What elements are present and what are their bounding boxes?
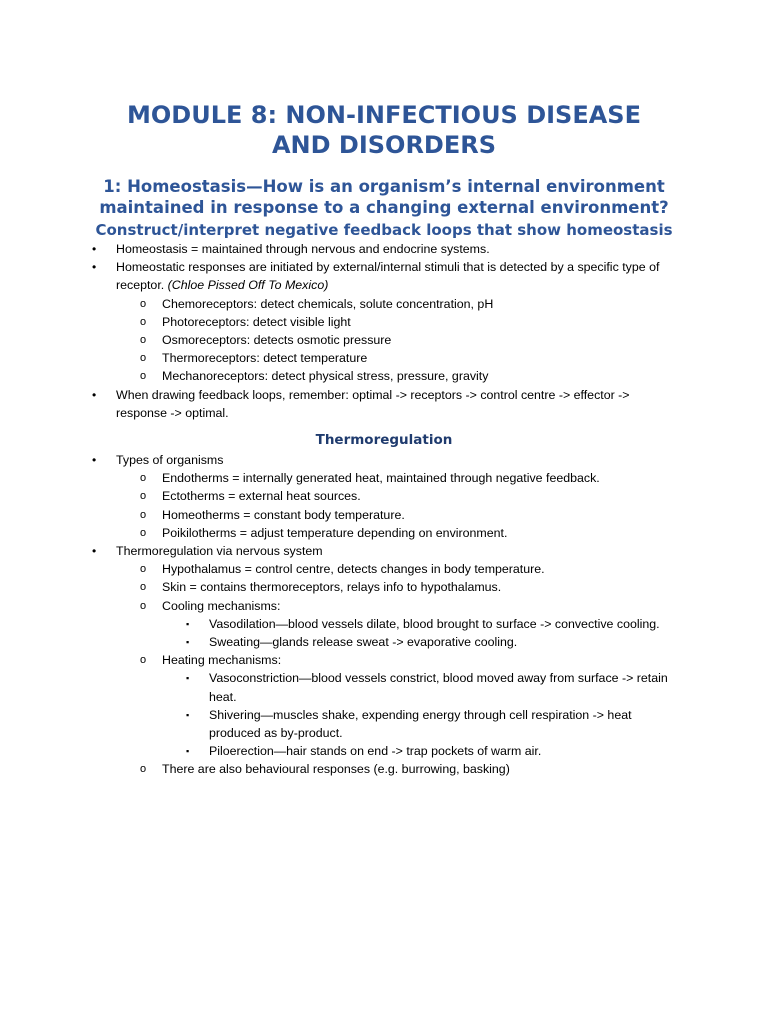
circle-marker: o [140,508,147,521]
square-marker: ▪ [186,746,190,757]
list-item-text: Piloerection—hair stands on end -> trap pockets of warm air. [209,744,542,759]
list-item-text: Heating mechanisms: [162,653,282,668]
list-item-text: Homeostasis = maintained through nervous and endocrine systems. [116,242,490,256]
list-item-text: Photoreceptors: detect visible light [162,314,351,329]
list-item-text: Hypothalamus = control centre, detects changes in body temperature. [162,562,545,577]
module-subtitle: 1: Homeostasis—How is an organism’s internal environment maintained in response to a changing external environment? [99,177,669,217]
list-item-text: Skin = contains thermoreceptors, relays info to hypothalamus. [162,580,502,595]
list-item-text: Ectotherms = external heat sources. [162,489,361,504]
list-item [96,560,672,578]
list-item-text: Chemoreceptors: detect chemicals, solute concentration, pH [162,296,494,311]
list-item-text: Types of organisms [116,453,224,468]
circle-marker: o [140,352,147,365]
list-item [96,524,672,542]
list-item [96,597,672,615]
list-item-text: When drawing feedback loops, remember: optimal -> receptors -> control centre -> effector -> response -> optimal. [116,387,630,420]
list-item [96,295,672,313]
circle-marker: o [140,763,147,776]
circle-marker: o [140,526,147,539]
list-item-text: Osmoreceptors: detects osmotic pressure [162,333,392,348]
list-item [96,349,672,367]
circle-marker: o [140,370,147,383]
list-item-text: Cooling mechanisms: [162,598,281,613]
square-marker: ▪ [186,673,190,684]
bullet-marker: • [92,260,97,275]
circle-marker: o [140,315,147,328]
list-item-text: Sweating—glands release sweat -> evaporative cooling. [209,635,518,650]
list-item-text: There are also behavioural responses (e.g. burrowing, basking) [162,762,510,777]
list-item-text: Endotherms = internally generated heat, maintained through negative feedback. [162,471,600,486]
list-item [96,760,672,778]
circle-marker: o [140,334,147,347]
circle-marker: o [140,490,147,503]
bullet-marker: • [92,544,97,559]
list-item-text: Homeotherms = constant body temperature. [162,507,405,522]
list-item [96,742,672,760]
bullet-marker: • [92,387,97,402]
list-item-text: Shivering—muscles shake, expending energy through cell respiration -> heat produced as by-product. [209,707,632,741]
section-heading-feedback-loops: Construct/interpret negative feedback loops that show homeostasis [95,221,673,239]
list-item [96,633,672,651]
feedback-list [92,240,672,422]
square-marker: ▪ [186,637,190,648]
circle-marker: o [140,581,147,594]
list-item-text: Thermoreceptors: detect temperature [162,351,368,366]
list-item [92,258,672,294]
circle-marker: o [140,599,147,612]
circle-marker: o [140,297,147,310]
thermoregulation-list [92,451,672,779]
bullet-marker: • [92,453,97,468]
list-item [96,331,672,349]
list-item [96,578,672,596]
square-marker: ▪ [186,618,190,629]
mnemonic-text: (Chloe Pissed Off To Mexico) [167,278,329,293]
list-item [92,542,672,560]
list-item-text: Poikilotherms = adjust temperature depending on environment. [162,525,508,540]
list-item [92,386,672,422]
bullet-marker: • [92,242,97,256]
list-item [96,487,672,505]
circle-marker: o [140,563,147,576]
list-item [96,669,672,705]
list-item [92,240,672,258]
page-title: MODULE 8: NON-INFECTIOUS DISEASE AND DISORDERS [127,101,641,159]
list-item [96,651,672,669]
list-item [96,313,672,331]
list-item-text: Vasodilation—blood vessels dilate, blood brought to surface -> convective cooling. [209,616,660,631]
section-heading-thermoregulation: Thermoregulation [315,432,453,449]
circle-marker: o [140,654,147,667]
list-item [96,469,672,487]
circle-marker: o [140,472,147,485]
list-item [96,615,672,633]
list-item-text: Homeostatic responses are initiated by external/internal stimuli that is detected by a specific type of receptor. [116,260,660,293]
square-marker: ▪ [186,709,190,720]
list-item-text: Thermoregulation via nervous system [116,544,323,559]
list-item [92,451,672,469]
list-item [96,506,672,524]
list-item [96,706,672,742]
list-item [96,367,672,385]
list-item-text: Mechanoreceptors: detect physical stress, pressure, gravity [162,369,489,384]
list-item-text: Vasoconstriction—blood vessels constrict, blood moved away from surface -> retain heat. [209,671,668,704]
